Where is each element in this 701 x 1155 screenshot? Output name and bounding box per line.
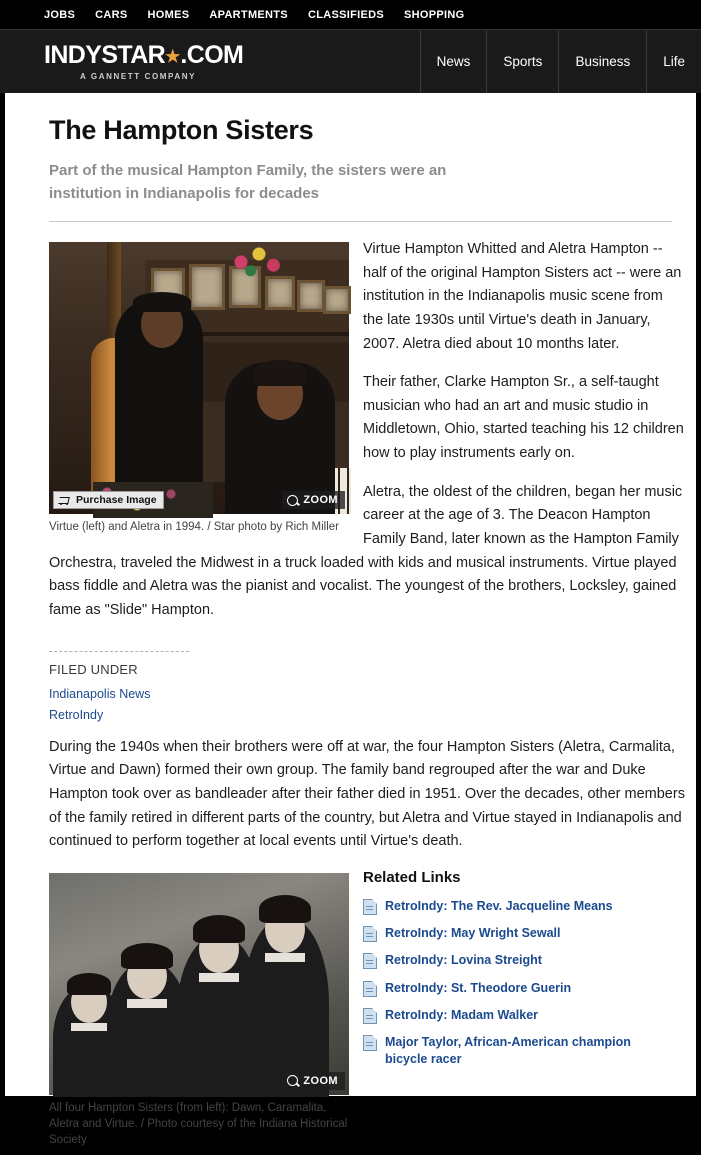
related-link-item[interactable]	[363, 898, 676, 915]
divider	[49, 221, 672, 222]
article-inner	[5, 93, 696, 1155]
photo-hair-aletra-2	[193, 915, 245, 943]
utility-nav	[0, 0, 701, 29]
zoom-button-top[interactable]	[282, 491, 345, 509]
filed-under-link-indianapolis-news[interactable]: Indianapolis News	[49, 687, 151, 702]
masthead	[0, 29, 701, 93]
nav-item-business[interactable]: Business	[558, 30, 646, 93]
photo-caption-bottom: All four Hampton Sisters (from left): Dawn, Caramalita, Aletra and Virtue. / Photo courtesy of the Indiana Historical Society	[49, 1101, 348, 1147]
site-logo[interactable]	[0, 30, 420, 93]
zoom-button-bottom[interactable]	[282, 1072, 345, 1090]
related-link-theodore-guerin[interactable]: RetroIndy: St. Theodore Guerin	[385, 980, 572, 995]
page-title: The Hampton Sisters	[49, 115, 314, 145]
article-container	[0, 93, 701, 1147]
magnifier-icon	[287, 495, 298, 506]
related-link-item[interactable]	[363, 980, 676, 997]
photo-collar-caramalita	[127, 999, 167, 1008]
nav-item-life[interactable]: Life	[646, 30, 701, 93]
zoom-label-top: ZOOM	[303, 494, 338, 506]
filed-under-block	[49, 651, 349, 725]
related-link-item[interactable]	[363, 952, 676, 969]
photo-hair-dawn	[67, 973, 111, 995]
utility-nav-item-homes[interactable]: HOMES	[147, 8, 190, 21]
utility-nav-item-jobs[interactable]: JOBS	[44, 8, 76, 21]
article-paragraph-3: Aletra, the oldest of the children, began her music career at the age of 3. The Deacon Hampton Family Band, later known as the Hampton Family Orchestra, traveled the Midwest in a truck loaded with kids and musical instruments. Virtue played bass fiddle and Aletra was the pianist and vocalist. The youngest of the brothers, Locksley, gained fame as "Slide" Hampton.	[49, 483, 683, 618]
related-link-jacqueline-means[interactable]: RetroIndy: The Rev. Jacqueline Means	[385, 898, 613, 913]
related-link-lovina-streight[interactable]: RetroIndy: Lovina Streight	[385, 953, 542, 968]
photo-collar-virtue-2	[265, 953, 305, 962]
filed-under-divider	[49, 651, 189, 652]
logo-tagline: A GANNETT COMPANY	[80, 71, 197, 81]
cart-icon	[59, 496, 71, 505]
filed-under-link-retroindy[interactable]: RetroIndy	[49, 708, 104, 722]
article-photo-top[interactable]	[49, 242, 349, 514]
article-paragraph-2: Their father, Clarke Hampton Sr., a self-taught musician who had an art and music studio in Middletown, Ohio, started teaching his 12 children how to play instruments early on.	[363, 374, 684, 461]
utility-nav-item-cars[interactable]: CARS	[95, 8, 128, 21]
utility-nav-item-shopping[interactable]: SHOPPING	[403, 8, 465, 21]
purchase-image-button[interactable]	[53, 491, 164, 509]
photo-collar-dawn	[71, 1023, 107, 1031]
nav-item-news[interactable]: News	[420, 30, 487, 93]
photo-block-top	[49, 242, 349, 535]
document-icon	[363, 1035, 377, 1051]
document-icon	[363, 926, 377, 942]
photo-caption-top: Virtue (left) and Aletra in 1994. / Star photo by Rich Miller	[49, 521, 339, 533]
logo-primary: INDYSTAR	[44, 40, 166, 69]
logo-text	[44, 40, 420, 69]
document-icon	[363, 981, 377, 997]
photo-hair-virtue-2	[259, 895, 311, 923]
filed-under-title: FILED UNDER	[49, 662, 138, 678]
article-subhead: Part of the musical Hampton Family, the sisters were an institution in Indianapolis for decades	[49, 162, 447, 202]
photo-hair-caramalita	[121, 943, 173, 969]
document-icon	[363, 899, 377, 915]
article-photo-bottom[interactable]	[49, 873, 349, 1095]
document-icon	[363, 1008, 377, 1024]
related-link-may-wright-sewall[interactable]: RetroIndy: May Wright Sewall	[385, 926, 561, 940]
utility-nav-item-classifieds[interactable]: CLASSIFIEDS	[307, 8, 384, 21]
utility-nav-item-apartments[interactable]: APARTMENTS	[209, 8, 288, 21]
zoom-label-bottom: ZOOM	[303, 1074, 338, 1087]
article-text-continued	[49, 736, 686, 854]
nav-item-sports[interactable]: Sports	[486, 30, 558, 93]
related-link-item[interactable]	[363, 1034, 676, 1069]
purchase-image-label: Purchase Image	[76, 494, 157, 506]
article-body	[49, 238, 686, 1155]
article-paragraph-4: During the 1940s when their brothers were off at war, the four Hampton Sisters (Aletra, Carmalita, Virtue and Dawn) formed their own group. The family band regrouped after the war and Duke Hampton took over as bandleader after their father died in 1951. Over the decades, other members of the family retired in different parts of the country, but Aletra and Virtue stayed in Indianapolis and continued to perform together at local events until Virtue's death.	[49, 738, 685, 850]
related-link-item[interactable]	[363, 1007, 676, 1024]
photo-hair-aletra	[253, 360, 307, 386]
photo-collar-aletra-2	[199, 973, 239, 982]
document-icon	[363, 953, 377, 969]
magnifier-icon	[287, 1075, 298, 1086]
photo-flowers	[229, 242, 289, 282]
photo-block-bottom	[49, 873, 349, 1149]
logo-suffix: .COM	[180, 40, 244, 69]
related-link-major-taylor[interactable]: Major Taylor, African-American champion bicycle racer	[385, 1035, 631, 1067]
related-links-title: Related Links	[363, 868, 461, 886]
section-nav	[420, 30, 701, 93]
related-link-item[interactable]	[363, 925, 676, 942]
star-icon: ★	[165, 46, 181, 66]
related-link-madam-walker[interactable]: RetroIndy: Madam Walker	[385, 1007, 539, 1022]
photo-hat-virtue	[133, 292, 191, 312]
article-paragraph-1: Virtue Hampton Whitted and Aletra Hampton -- half of the original Hampton Sisters act -- were an institution in the Indianapolis music scene from the late 1930s until Virtue's death in January, 2007. Aletra died about 10 months later.	[363, 241, 682, 352]
